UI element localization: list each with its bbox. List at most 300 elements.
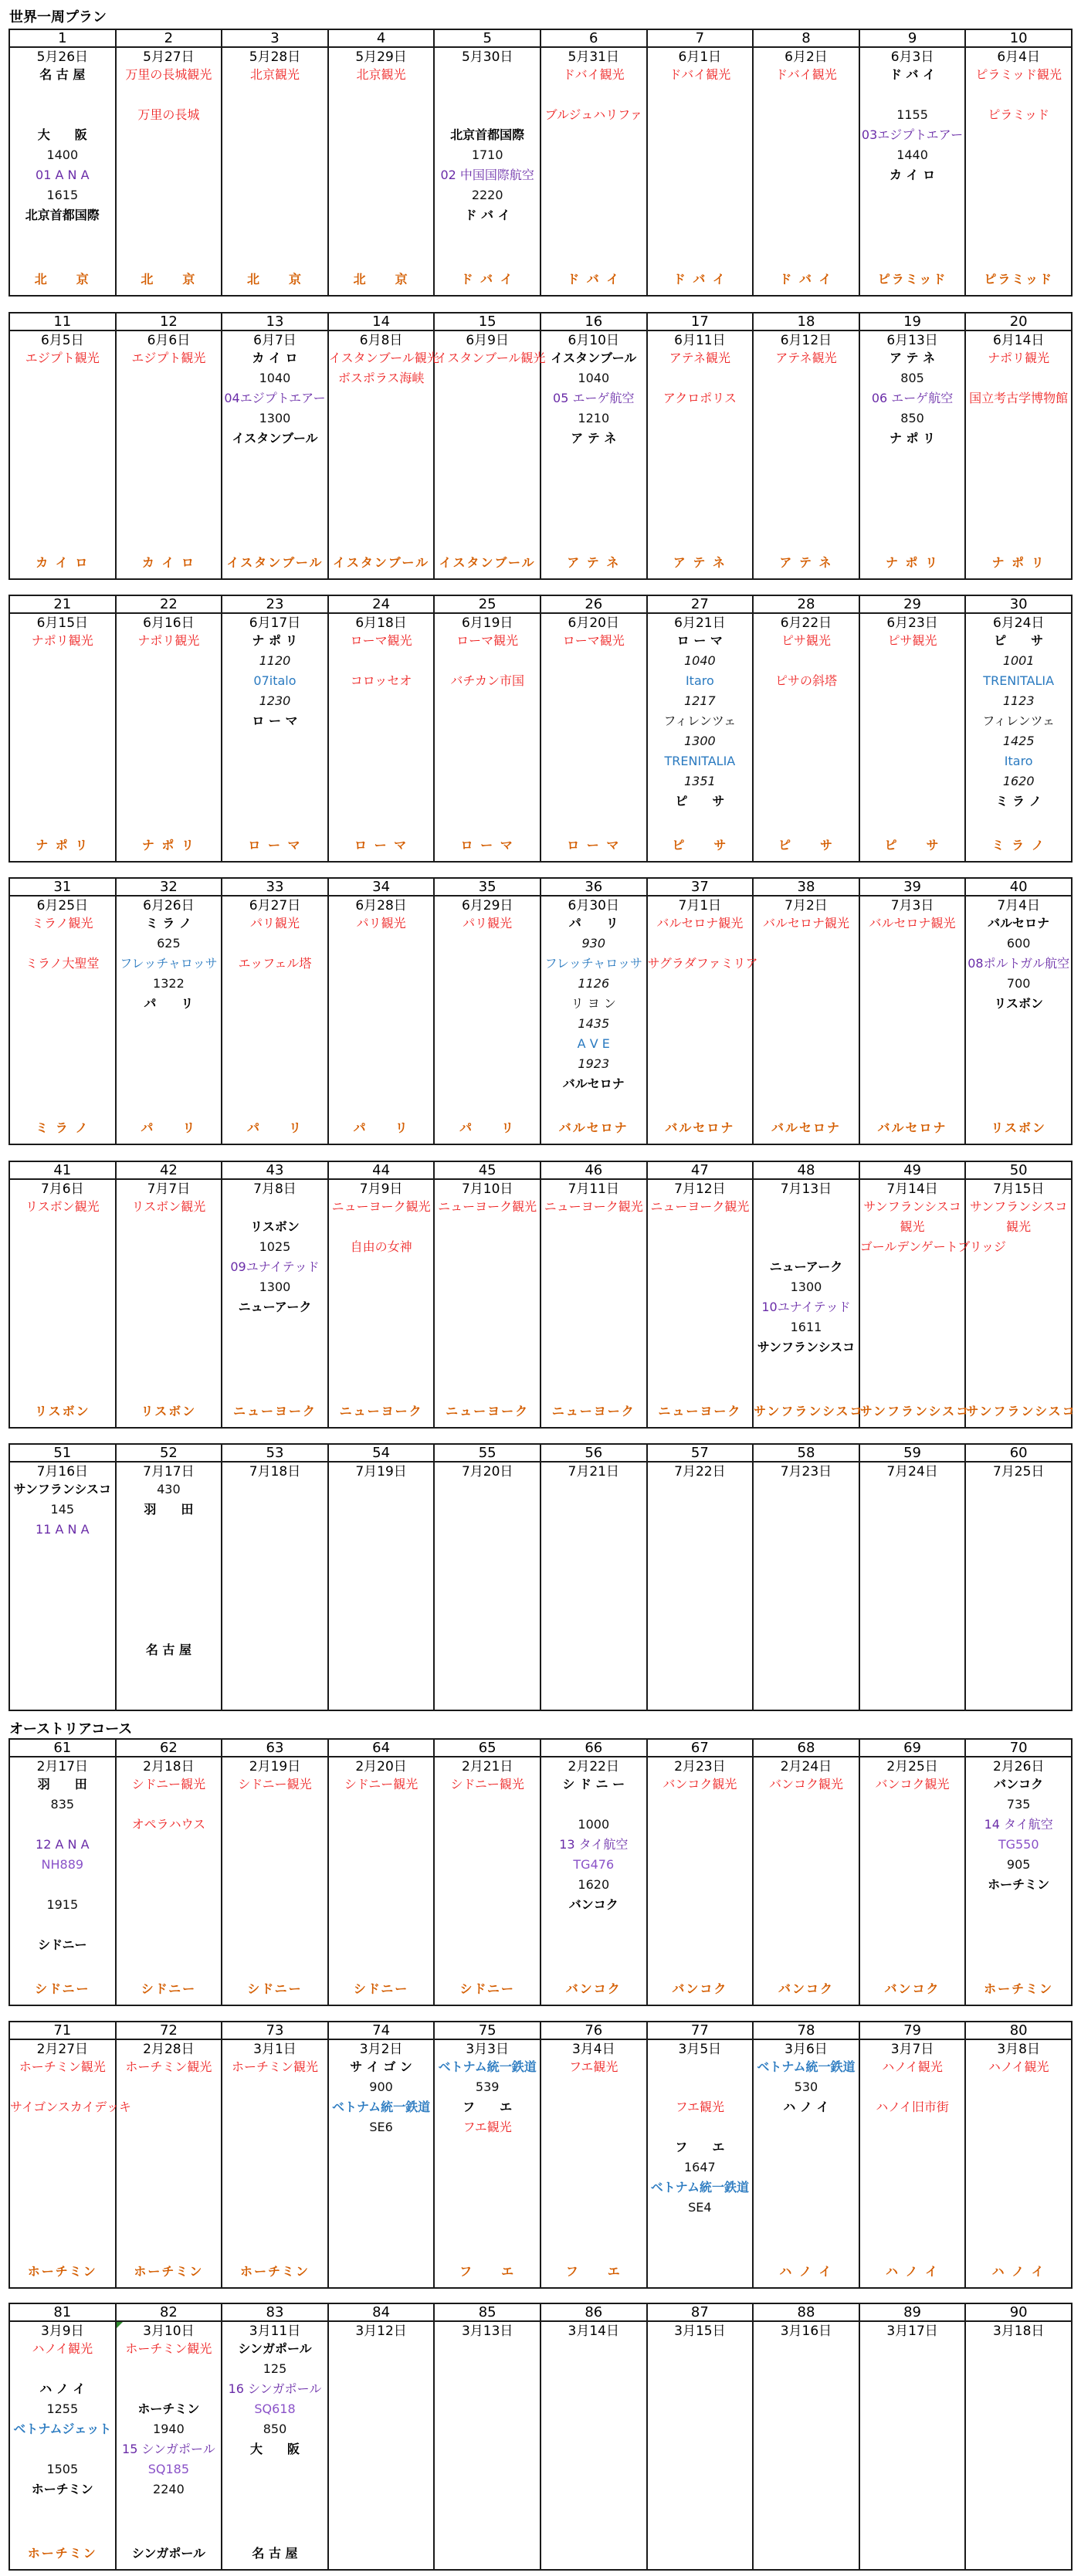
overnight-city: シドニー <box>35 1981 90 1996</box>
day-cell <box>859 1179 1007 1428</box>
schedule-line: オペラハウス <box>131 1817 206 1832</box>
overnight-city: ミ ラ ノ <box>36 1120 90 1135</box>
day-cell <box>9 1179 116 1428</box>
day-date: 3月11日 <box>249 2323 301 2339</box>
day-date: 2月27日 <box>36 2042 89 2057</box>
day-date: 7月18日 <box>249 1464 301 1480</box>
day-date: 6月20日 <box>568 615 619 631</box>
schedule-line: 1217 <box>684 693 716 708</box>
overnight-city: ハ ノ イ <box>991 2264 1045 2279</box>
schedule-line: 1351 <box>684 774 716 788</box>
schedule-line: 835 <box>50 1797 75 1812</box>
day-cell <box>753 2321 859 2570</box>
day-number: 3 <box>222 29 328 47</box>
day-number: 33 <box>222 878 328 896</box>
schedule-line: 530 <box>794 2079 818 2094</box>
day-number: 25 <box>434 595 540 613</box>
schedule-line: 600 <box>1006 936 1031 951</box>
schedule-line: 1400 <box>46 147 79 162</box>
schedule-line: シドニー観光 <box>344 1777 419 1791</box>
overnight-city: リスボン <box>991 1120 1047 1135</box>
day-cell <box>540 330 647 579</box>
schedule-line <box>10 1915 115 1935</box>
schedule-line: 04エジプトエアー <box>224 391 326 405</box>
day-cell <box>965 1462 1072 1710</box>
schedule-line: ホーチミン <box>137 2401 200 2416</box>
day-number: 64 <box>328 1739 435 1757</box>
day-number: 63 <box>222 1739 328 1757</box>
day-date: 6月4日 <box>997 49 1040 65</box>
day-number: 16 <box>540 313 647 330</box>
schedule-line: バルセロナ <box>562 1076 625 1091</box>
day-number: 75 <box>434 2022 540 2039</box>
schedule-line: リ ヨ ン <box>571 996 616 1011</box>
overnight-city: ナ ポ リ <box>36 838 90 852</box>
day-date: 6月14日 <box>992 333 1045 348</box>
schedule-line: サイゴンスカイデッキ <box>10 2100 131 2114</box>
day-number: 84 <box>328 2303 435 2321</box>
schedule-line: TRENITALIA <box>664 754 736 768</box>
schedule-line: イスタンブール観光 <box>328 351 439 365</box>
schedule-line: コロッセオ <box>350 673 412 688</box>
schedule-line <box>648 2117 753 2137</box>
day-date: 7月1日 <box>678 898 722 913</box>
schedule-line: 03エジプトエアー <box>861 127 964 142</box>
day-number: 44 <box>328 1161 435 1179</box>
day-date: 7月15日 <box>992 1181 1045 1197</box>
schedule-line: ナポリ観光 <box>988 351 1050 365</box>
overnight-city: バルセロナ <box>877 1120 947 1135</box>
day-date: 7月22日 <box>674 1464 726 1480</box>
schedule-line: エッフェル塔 <box>238 956 312 971</box>
schedule-line: 1300 <box>259 1280 291 1294</box>
day-number: 21 <box>9 595 116 613</box>
schedule-line: 1001 <box>1002 653 1035 668</box>
schedule-line: フレッチャロッサ <box>120 956 218 971</box>
day-cell <box>753 47 859 296</box>
schedule-line: 08ポルトガル航空 <box>967 956 1070 971</box>
overnight-city: イスタンブール <box>333 555 430 570</box>
schedule-line <box>222 2479 327 2500</box>
schedule-line: リスボン <box>250 1219 300 1234</box>
schedule-line <box>10 2359 115 2379</box>
schedule-line: ドバイ観光 <box>775 67 837 82</box>
schedule-line: 大 阪 <box>249 2442 300 2456</box>
day-cell <box>965 2321 1072 2570</box>
schedule-line <box>117 85 222 105</box>
schedule-line <box>754 1197 859 1217</box>
schedule-line: ア テ ネ <box>571 431 617 446</box>
overnight-city: ド バ イ <box>460 272 514 286</box>
day-number: 12 <box>116 313 222 330</box>
day-number: 41 <box>9 1161 116 1179</box>
schedule-line: 1300 <box>790 1280 822 1294</box>
schedule-line: ナ ポ リ <box>252 633 298 648</box>
day-number: 87 <box>647 2303 754 2321</box>
day-number: 82 <box>116 2303 222 2321</box>
day-date: 7月21日 <box>568 1464 619 1480</box>
schedule-line: バルセロナ観光 <box>656 916 744 930</box>
schedule-line: シ ド ニ ー <box>562 1777 625 1791</box>
day-number: 89 <box>859 2303 966 2321</box>
overnight-city: ホーチミン <box>239 2264 310 2279</box>
schedule-line: 北京首都国際 <box>25 208 100 222</box>
overnight-city: ド バ イ <box>779 272 833 286</box>
day-cell <box>434 1179 540 1428</box>
day-number: 90 <box>965 2303 1072 2321</box>
day-number: 7 <box>647 29 754 47</box>
overnight-city: シドニー <box>459 1981 515 1996</box>
schedule-line: ブルジュハリファ <box>544 107 642 122</box>
schedule-line: ピサの斜塔 <box>774 673 837 688</box>
overnight-city: シンガポール <box>131 2546 206 2561</box>
schedule-line: 01 A N A <box>36 168 90 182</box>
schedule-line <box>117 1620 222 1640</box>
day-date: 5月30日 <box>461 49 513 65</box>
day-date: 7月4日 <box>997 898 1040 913</box>
overnight-city: カ イ ロ <box>141 555 195 570</box>
schedule-line: 1155 <box>896 107 928 122</box>
day-number: 58 <box>753 1444 859 1462</box>
schedule-line: アテネ観光 <box>775 351 837 365</box>
day-date: 3月4日 <box>571 2042 615 2057</box>
schedule-line: バンコク <box>568 1897 618 1912</box>
schedule-line <box>329 651 434 671</box>
overnight-city: ピラミッド <box>984 272 1054 286</box>
schedule-line: リスボン <box>994 996 1044 1011</box>
schedule-line: 国立考古学博物館 <box>969 391 1069 405</box>
day-cell <box>434 330 546 579</box>
day-cell <box>222 2321 328 2570</box>
schedule-line: ピ サ <box>675 794 725 808</box>
schedule-line: アテネ観光 <box>669 351 731 365</box>
day-cell <box>434 47 540 296</box>
schedule-line: ア テ ネ <box>889 351 936 365</box>
day-date: 6月7日 <box>253 333 297 348</box>
day-date: 7月14日 <box>886 1181 938 1197</box>
overnight-city: ド バ イ <box>567 272 621 286</box>
schedule-line: 125 <box>263 2361 287 2376</box>
schedule-line: ホーチミン観光 <box>125 2341 212 2356</box>
overnight-city: シドニー <box>247 1981 303 1996</box>
schedule-line: ロ ー マ <box>676 633 723 648</box>
day-cell <box>753 1757 859 2005</box>
week-table <box>8 312 1073 580</box>
schedule-line <box>10 2077 115 2097</box>
day-number: 83 <box>222 2303 328 2321</box>
section-title: 世界一周プラン <box>9 9 107 25</box>
schedule-line: 1915 <box>46 1897 79 1912</box>
day-date: 6月1日 <box>678 49 722 65</box>
day-cell <box>859 1462 966 1710</box>
day-cell <box>859 2321 966 2570</box>
schedule-line: 430 <box>157 1482 181 1496</box>
day-cell <box>434 2321 540 2570</box>
day-date: 7月16日 <box>36 1464 89 1480</box>
day-number: 37 <box>647 878 754 896</box>
schedule-line: 11 A N A <box>36 1522 90 1537</box>
schedule-line: 1647 <box>684 2160 716 2174</box>
week-table <box>8 29 1073 297</box>
day-date: 3月15日 <box>674 2323 726 2339</box>
schedule-line: フ エ <box>463 2100 513 2114</box>
overnight-city: リスボン <box>141 1404 197 1418</box>
schedule-line: ピサ観光 <box>887 633 937 648</box>
schedule-line: ミ ラ ノ <box>995 794 1042 808</box>
schedule-line: 735 <box>1006 1797 1031 1812</box>
overnight-city: シドニー <box>353 1981 409 1996</box>
overnight-city: サンフランシスコ <box>754 1404 864 1418</box>
week-table <box>8 595 1073 863</box>
schedule-line: 12 A N A <box>36 1837 90 1852</box>
day-cell <box>116 613 222 862</box>
day-number: 59 <box>859 1444 966 1462</box>
schedule-line: フエ観光 <box>463 2120 512 2134</box>
day-date: 6月17日 <box>249 615 301 631</box>
schedule-line: 1435 <box>578 1016 610 1031</box>
overnight-city: ニューヨーク <box>232 1404 317 1418</box>
day-cell <box>859 896 966 1144</box>
schedule-line: パ リ <box>144 996 194 1011</box>
day-date: 6月13日 <box>886 333 938 348</box>
schedule-line: パ リ <box>568 916 618 930</box>
day-date: 7月6日 <box>40 1181 84 1197</box>
schedule-line <box>10 85 115 105</box>
cell-comment-marker-icon <box>117 2322 123 2328</box>
schedule-line <box>754 651 859 671</box>
day-number: 69 <box>859 1739 966 1757</box>
schedule-line: バルセロナ <box>988 916 1050 930</box>
day-number: 15 <box>434 313 540 330</box>
overnight-city: ロ ー マ <box>248 838 302 852</box>
schedule-line: 05 エーゲ航空 <box>553 391 635 405</box>
schedule-line: フレッチャロッサ <box>544 956 642 971</box>
overnight-city: ホーチミン <box>27 2546 97 2561</box>
schedule-line: 850 <box>900 411 924 425</box>
overnight-city: ピ サ <box>672 838 728 852</box>
schedule-line: リスボン観光 <box>131 1199 206 1214</box>
day-number: 70 <box>965 1739 1072 1757</box>
schedule-line: フ エ <box>675 2140 725 2154</box>
day-date: 3月7日 <box>890 2042 934 2057</box>
overnight-city: ロ ー マ <box>460 838 514 852</box>
schedule-line: 1923 <box>578 1056 610 1071</box>
day-number: 8 <box>753 29 859 47</box>
day-number: 35 <box>434 878 540 896</box>
day-number: 76 <box>540 2022 647 2039</box>
day-cell <box>9 896 116 1144</box>
day-number: 72 <box>116 2022 222 2039</box>
schedule-line: 1300 <box>259 411 291 425</box>
day-cell <box>647 896 758 1144</box>
day-cell <box>859 613 966 862</box>
day-cell <box>328 1757 435 2005</box>
schedule-line: ミラノ大聖堂 <box>25 956 100 971</box>
day-date: 6月3日 <box>890 49 934 65</box>
day-cell <box>965 2039 1072 2288</box>
day-date: 6月19日 <box>461 615 513 631</box>
day-date: 7月10日 <box>461 1181 513 1197</box>
schedule-line: ニューヨーク観光 <box>331 1199 431 1214</box>
schedule-line <box>117 1600 222 1620</box>
schedule-line: サ イ ゴ ン <box>350 2059 412 2074</box>
day-date: 6月21日 <box>674 615 726 631</box>
schedule-line: 1040 <box>684 653 716 668</box>
schedule-line: イスタンブール <box>232 431 318 446</box>
day-date: 5月31日 <box>568 49 619 65</box>
schedule-line: ゴールデンゲートブリッジ <box>859 1239 1007 1254</box>
schedule-line: 1615 <box>46 188 79 202</box>
schedule-line <box>966 368 1071 388</box>
overnight-city: フ エ <box>565 2264 622 2279</box>
day-number: 54 <box>328 1444 435 1462</box>
overnight-city: ア テ ネ <box>779 555 833 570</box>
day-cell <box>9 2039 131 2288</box>
day-number: 6 <box>540 29 647 47</box>
day-number: 31 <box>9 878 116 896</box>
day-number: 50 <box>965 1161 1072 1179</box>
day-number: 36 <box>540 878 647 896</box>
schedule-line: ホーチミン観光 <box>19 2059 106 2074</box>
day-date: 6月29日 <box>461 898 513 913</box>
schedule-line: SE6 <box>369 2120 393 2134</box>
overnight-city: バンコク <box>565 1981 622 1996</box>
day-number: 13 <box>222 313 328 330</box>
day-date: 6月26日 <box>143 898 195 913</box>
day-date: 6月28日 <box>355 898 407 913</box>
schedule-line: ホーチミン観光 <box>231 2059 318 2074</box>
day-cell <box>116 2321 222 2570</box>
day-date: 3月5日 <box>678 2042 722 2057</box>
schedule-line: 観光 <box>900 1219 925 1234</box>
day-cell <box>328 47 435 296</box>
day-cell <box>753 896 859 1144</box>
schedule-line: アクロポリス <box>662 391 737 405</box>
day-date: 6月12日 <box>780 333 832 348</box>
day-cell <box>753 1462 859 1710</box>
schedule-line: サグラダファミリア <box>647 956 758 971</box>
day-date: 7月12日 <box>674 1181 726 1197</box>
week-table <box>8 2303 1073 2571</box>
schedule-line: ハノイ観光 <box>988 2059 1049 2074</box>
schedule-line: 10ユナイテッド <box>761 1300 851 1314</box>
schedule-line <box>329 1217 434 1237</box>
day-cell <box>434 896 540 1144</box>
schedule-line: ベトナム統一鉄道 <box>757 2059 856 2074</box>
schedule-line: パリ観光 <box>463 916 513 930</box>
schedule-line: 06 エーゲ航空 <box>871 391 954 405</box>
day-number: 74 <box>328 2022 435 2039</box>
day-cell <box>328 2039 435 2288</box>
day-date: 2月17日 <box>36 1759 89 1774</box>
schedule-line: エジプト観光 <box>131 351 206 365</box>
schedule-line: ロ ー マ <box>252 713 298 728</box>
schedule-line: ハノイ観光 <box>32 2341 93 2356</box>
schedule-line <box>860 2077 965 2097</box>
schedule-line: ホーチミン <box>988 1877 1050 1892</box>
day-number: 86 <box>540 2303 647 2321</box>
day-date: 6月2日 <box>784 49 828 65</box>
schedule-line <box>10 1875 115 1895</box>
schedule-line: ローマ観光 <box>350 633 412 648</box>
schedule-line: ハ ノ イ <box>39 2381 86 2396</box>
day-cell <box>753 330 859 579</box>
overnight-city: ニューヨーク <box>551 1404 635 1418</box>
day-cell <box>328 2321 435 2570</box>
schedule-line <box>648 934 753 954</box>
day-cell <box>222 1462 328 1710</box>
overnight-city: ミ ラ ノ <box>991 838 1045 852</box>
schedule-line: ホーチミン <box>31 2482 93 2496</box>
day-number: 18 <box>753 313 859 330</box>
day-cell <box>116 47 222 296</box>
day-cell <box>965 47 1072 296</box>
schedule-line: サンフランシスコ <box>863 1199 961 1214</box>
schedule-line: 1120 <box>259 653 291 668</box>
schedule-line: ミラノ観光 <box>32 916 93 930</box>
overnight-city: ニューヨーク <box>446 1404 530 1418</box>
schedule-line: 1940 <box>153 2422 185 2436</box>
day-number: 78 <box>753 2022 859 2039</box>
day-date: 6月5日 <box>40 333 84 348</box>
day-cell <box>116 1179 222 1428</box>
day-number: 53 <box>222 1444 328 1462</box>
schedule-line: バルセロナ観光 <box>869 916 956 930</box>
schedule-line: イスタンブール観光 <box>435 351 546 365</box>
schedule-line: 北京観光 <box>356 67 406 82</box>
day-cell <box>9 330 116 579</box>
schedule-line: 羽 田 <box>37 1777 87 1791</box>
day-date: 6月8日 <box>359 333 403 348</box>
day-date: 2月25日 <box>886 1759 938 1774</box>
day-cell <box>540 47 647 296</box>
schedule-line: ベトナム統一鉄道 <box>650 2180 749 2195</box>
schedule-line <box>117 1560 222 1580</box>
day-number: 47 <box>647 1161 754 1179</box>
schedule-line: 700 <box>1006 976 1031 991</box>
day-date: 3月6日 <box>784 2042 828 2057</box>
day-date: 5月29日 <box>355 49 407 65</box>
day-number: 46 <box>540 1161 647 1179</box>
day-date: 7月8日 <box>253 1181 297 1197</box>
schedule-line: 1322 <box>153 976 185 991</box>
day-cell <box>965 613 1072 862</box>
schedule-line: ベトナム統一鉄道 <box>331 2100 431 2114</box>
schedule-line <box>10 2439 115 2459</box>
schedule-line: SQ185 <box>147 2462 190 2476</box>
day-number: 5 <box>434 29 540 47</box>
overnight-city: 北 京 <box>353 272 409 286</box>
day-number: 88 <box>753 2303 859 2321</box>
day-date: 7月25日 <box>992 1464 1045 1480</box>
day-cell <box>9 1462 116 1710</box>
overnight-city: フ エ <box>459 2264 516 2279</box>
overnight-city: イスタンブール <box>226 555 324 570</box>
schedule-line <box>435 651 540 671</box>
day-cell <box>9 1757 116 2005</box>
day-cell <box>434 1757 540 2005</box>
day-date: 6月22日 <box>780 615 832 631</box>
schedule-line: ハノイ観光 <box>882 2059 943 2074</box>
day-number: 2 <box>116 29 222 47</box>
schedule-line: パリ観光 <box>249 916 300 930</box>
schedule-line: フィレンツェ <box>663 713 737 728</box>
schedule-line: シンガポール <box>238 2341 312 2356</box>
schedule-line: 北京観光 <box>249 67 300 82</box>
schedule-line: ドバイ観光 <box>562 67 625 82</box>
schedule-line: バチカン市国 <box>450 673 525 688</box>
schedule-line: SE4 <box>688 2200 712 2215</box>
